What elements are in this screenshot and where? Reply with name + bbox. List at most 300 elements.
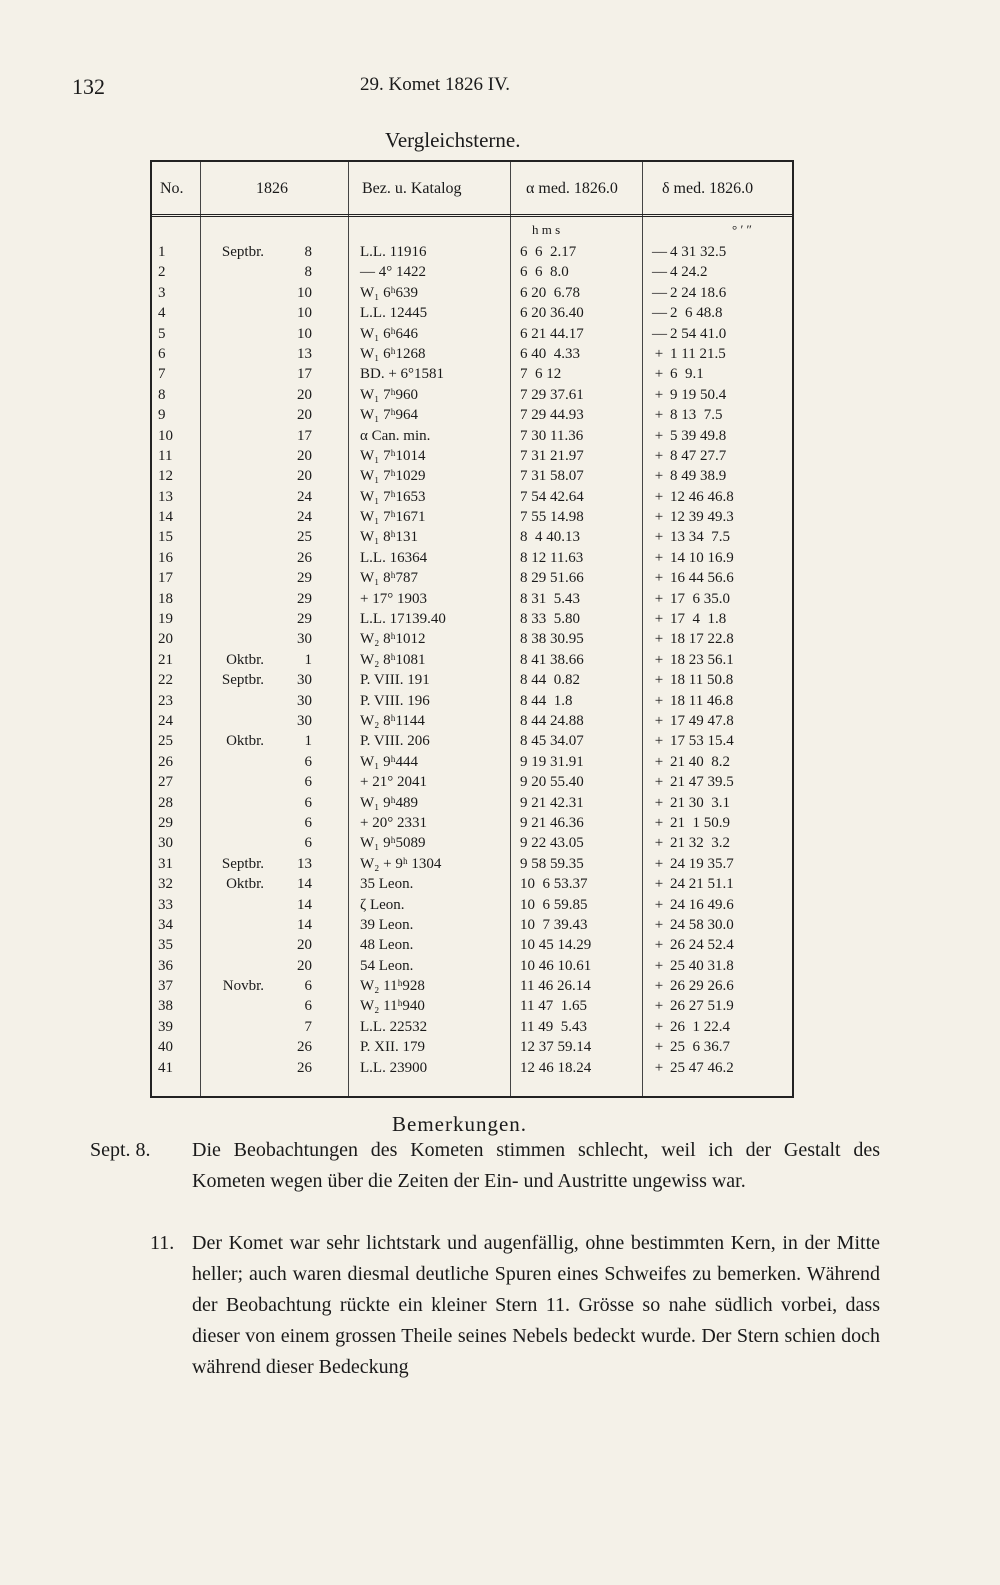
row-number: 37 xyxy=(158,978,173,995)
row-catalog: W₁ 7ʰ1014 xyxy=(360,447,426,464)
row-number: 38 xyxy=(158,998,173,1015)
table-row xyxy=(152,752,792,772)
table-row xyxy=(152,670,792,690)
table-row xyxy=(152,283,792,303)
row-day: 29 xyxy=(297,570,312,587)
row-right-ascension: 7 55 14.98 xyxy=(520,509,584,526)
row-declination-sign: + xyxy=(654,345,664,362)
row-declination-sign: + xyxy=(654,488,664,505)
table-row xyxy=(152,711,792,731)
row-month: Septbr. xyxy=(221,244,264,260)
row-catalog: W₁ 7ʰ1029 xyxy=(360,468,426,485)
row-declination: 26 1 22.4 xyxy=(670,1018,730,1035)
row-catalog: W₁ 8ʰ787 xyxy=(360,570,418,587)
row-catalog: W₁ 9ʰ444 xyxy=(360,753,418,770)
row-declination: 26 24 52.4 xyxy=(670,937,734,954)
row-number: 6 xyxy=(158,345,166,362)
row-day: 6 xyxy=(304,774,312,791)
row-day: 30 xyxy=(297,692,312,709)
row-day: 8 xyxy=(304,244,312,260)
row-day: 24 xyxy=(297,509,312,526)
row-catalog: W₁ 9ʰ5089 xyxy=(360,835,426,852)
row-right-ascension: 10 6 59.85 xyxy=(520,896,588,913)
row-number: 24 xyxy=(158,712,173,729)
row-right-ascension: 7 29 44.93 xyxy=(520,407,584,424)
header-catalog: Bez. u. Katalog xyxy=(362,180,462,197)
table-row xyxy=(152,303,792,323)
row-number: 4 xyxy=(158,305,166,322)
table-row xyxy=(152,1037,792,1057)
row-declination-sign: + xyxy=(654,570,664,587)
table-row xyxy=(152,772,792,792)
row-catalog: W₁ 8ʰ131 xyxy=(360,529,418,546)
row-day: 26 xyxy=(297,549,312,566)
row-catalog: W₁ 6ʰ639 xyxy=(360,284,418,301)
row-catalog: P. XII. 179 xyxy=(360,1039,426,1056)
row-catalog: — 4° 1422 xyxy=(360,264,426,281)
row-catalog: L.L. 22532 xyxy=(360,1018,428,1035)
row-number: 8 xyxy=(158,386,166,403)
remark-text: Die Beobachtungen des Kometen stimmen schlecht, weil ich der Gestalt des Kometen wegen über die Zeiten der Ein- und Austritte ungewiss war. xyxy=(192,1139,880,1192)
row-catalog: W₂ 8ʰ1012 xyxy=(360,631,426,648)
row-number: 18 xyxy=(158,590,173,607)
row-number: 2 xyxy=(158,264,166,281)
row-number: 28 xyxy=(158,794,173,811)
row-declination-sign: + xyxy=(654,1018,664,1035)
row-declination-sign: + xyxy=(654,774,664,791)
row-declination-sign: + xyxy=(654,916,664,933)
row-declination: 17 6 35.0 xyxy=(670,590,730,607)
row-number: 27 xyxy=(158,774,173,791)
row-catalog: P. VIII. 206 xyxy=(360,733,430,750)
row-number: 33 xyxy=(158,896,173,913)
table-row xyxy=(152,996,792,1016)
row-declination-sign: + xyxy=(654,1039,664,1056)
row-number: 5 xyxy=(158,325,166,342)
row-right-ascension: 8 41 38.66 xyxy=(520,651,584,668)
row-number: 10 xyxy=(158,427,173,444)
remark-text: Der Komet war sehr lichtstark und augenfällig, ohne bestimmten Kern, in der Mitte heller; auch waren diesmal deutliche Spuren eines Schweifes zu bemerken. Während der Beobachtung rückte ein kleiner Stern 11. Grösse so nahe südlich vorbei, dass dieser von einem grossen Theile seines Nebels bedeckt wurde. Der Stern schien doch während dieser Bedeckung xyxy=(192,1232,880,1378)
row-day: 13 xyxy=(297,345,312,362)
row-declination: 21 32 3.2 xyxy=(670,835,730,852)
row-declination: 17 49 47.8 xyxy=(670,712,734,729)
row-declination-sign: + xyxy=(654,896,664,913)
row-right-ascension: 7 31 21.97 xyxy=(520,447,584,464)
row-day: 30 xyxy=(297,712,312,729)
row-catalog: W₂ 11ʰ928 xyxy=(360,978,425,995)
row-declination-sign: + xyxy=(654,998,664,1015)
row-number: 12 xyxy=(158,468,173,485)
ra-units: h m s xyxy=(532,222,561,237)
row-declination: 24 16 49.6 xyxy=(670,896,734,913)
row-right-ascension: 7 30 11.36 xyxy=(520,427,584,444)
table-row xyxy=(152,548,792,568)
row-catalog: P. VIII. 191 xyxy=(360,672,430,689)
row-number: 25 xyxy=(158,733,173,750)
row-declination: 6 9.1 xyxy=(670,366,704,383)
row-number: 15 xyxy=(158,529,173,546)
row-catalog: + 21° 2041 xyxy=(360,774,427,791)
row-right-ascension: 7 31 58.07 xyxy=(520,468,584,485)
row-day: 30 xyxy=(297,631,312,648)
row-right-ascension: 10 45 14.29 xyxy=(520,937,592,954)
table-row xyxy=(152,344,792,364)
row-declination-sign: + xyxy=(654,876,664,893)
row-right-ascension: 7 29 37.61 xyxy=(520,386,584,403)
row-day: 6 xyxy=(304,753,312,770)
row-day: 20 xyxy=(297,957,312,974)
row-number: 35 xyxy=(158,937,173,954)
row-declination-sign: + xyxy=(654,427,664,444)
row-number: 20 xyxy=(158,631,173,648)
row-declination: 25 47 46.2 xyxy=(670,1059,734,1076)
row-declination-sign: + xyxy=(654,712,664,729)
row-day: 1 xyxy=(304,651,312,668)
row-day: 29 xyxy=(297,590,312,607)
row-number: 17 xyxy=(158,570,173,587)
table-body xyxy=(152,242,792,1078)
row-day: 20 xyxy=(297,386,312,403)
table-row xyxy=(152,527,792,547)
row-declination: 5 39 49.8 xyxy=(670,427,727,444)
row-right-ascension: 6 21 44.17 xyxy=(520,325,584,342)
row-declination: 25 40 31.8 xyxy=(670,957,734,974)
row-declination-sign: + xyxy=(654,1059,664,1076)
table-row xyxy=(152,874,792,894)
row-day: 7 xyxy=(304,1018,312,1035)
row-number: 41 xyxy=(158,1059,173,1076)
row-day: 6 xyxy=(304,814,312,831)
row-day: 20 xyxy=(297,937,312,954)
table-row xyxy=(152,364,792,384)
row-declination: 24 21 51.1 xyxy=(670,876,734,893)
table-row xyxy=(152,833,792,853)
row-declination: 9 19 50.4 xyxy=(670,386,727,403)
row-catalog: W₁ 7ʰ960 xyxy=(360,386,418,403)
row-declination: 4 31 32.5 xyxy=(670,244,727,260)
row-declination-sign: + xyxy=(654,733,664,750)
row-right-ascension: 9 21 46.36 xyxy=(520,814,584,831)
row-right-ascension: 8 45 34.07 xyxy=(520,733,584,750)
row-catalog: L.L. 12445 xyxy=(360,305,428,322)
table-row xyxy=(152,976,792,996)
table-row xyxy=(152,854,792,874)
table-row xyxy=(152,446,792,466)
row-number: 32 xyxy=(158,876,173,893)
row-declination: 2 24 18.6 xyxy=(670,284,727,301)
table-row xyxy=(152,915,792,935)
header-ra: α med. 1826.0 xyxy=(526,180,618,197)
row-number: 40 xyxy=(158,1039,173,1056)
row-declination: 17 4 1.8 xyxy=(670,611,727,628)
row-declination-sign: + xyxy=(654,672,664,689)
header-no: No. xyxy=(160,180,184,197)
row-right-ascension: 7 54 42.64 xyxy=(520,488,584,505)
row-day: 6 xyxy=(304,998,312,1015)
row-catalog: W₂ 8ʰ1081 xyxy=(360,651,426,668)
row-declination: 16 44 56.6 xyxy=(670,570,734,587)
row-right-ascension: 9 21 42.31 xyxy=(520,794,584,811)
table-row xyxy=(152,324,792,344)
row-declination-sign: + xyxy=(654,978,664,995)
row-day: 6 xyxy=(304,978,312,995)
row-declination-sign: + xyxy=(654,447,664,464)
row-declination-sign: + xyxy=(654,590,664,607)
row-catalog: W₂ 11ʰ940 xyxy=(360,998,425,1015)
remark-item: Sept. 8. xyxy=(90,1139,151,1161)
row-declination: 12 39 49.3 xyxy=(670,509,734,526)
table-row xyxy=(152,426,792,446)
row-right-ascension: 6 40 4.33 xyxy=(520,345,580,362)
row-number: 9 xyxy=(158,407,166,424)
row-catalog: W₁ 6ʰ1268 xyxy=(360,345,426,362)
row-declination-sign: + xyxy=(654,794,664,811)
row-month: Septbr. xyxy=(221,855,264,872)
row-right-ascension: 10 6 53.37 xyxy=(520,876,588,893)
row-declination: 24 19 35.7 xyxy=(670,855,734,872)
row-catalog: W₂ + 9ʰ 1304 xyxy=(360,855,442,872)
row-declination-sign: + xyxy=(654,366,664,383)
table-row xyxy=(152,731,792,751)
row-number: 26 xyxy=(158,753,173,770)
row-month: Oktbr. xyxy=(226,876,264,893)
table-header xyxy=(152,162,792,217)
row-declination: 8 13 7.5 xyxy=(670,407,723,424)
row-declination: 12 46 46.8 xyxy=(670,488,734,505)
row-declination-sign: + xyxy=(654,692,664,709)
table-row xyxy=(152,466,792,486)
table-row xyxy=(152,609,792,629)
row-right-ascension: 9 19 31.91 xyxy=(520,753,584,770)
row-right-ascension: 8 4 40.13 xyxy=(520,529,580,546)
row-declination: 1 11 21.5 xyxy=(670,345,726,362)
row-declination: 2 54 41.0 xyxy=(670,325,727,342)
row-declination-sign: + xyxy=(654,937,664,954)
row-catalog: 35 Leon. xyxy=(360,876,414,893)
row-right-ascension: 6 20 36.40 xyxy=(520,305,584,322)
row-right-ascension: 11 46 26.14 xyxy=(520,978,591,995)
row-declination: 18 23 56.1 xyxy=(670,651,734,668)
row-right-ascension: 12 37 59.14 xyxy=(520,1039,592,1056)
row-right-ascension: 8 29 51.66 xyxy=(520,570,584,587)
row-day: 6 xyxy=(304,835,312,852)
row-catalog: W₁ 7ʰ964 xyxy=(360,407,418,424)
row-declination-sign: + xyxy=(654,835,664,852)
row-catalog: L.L. 17139.40 xyxy=(360,611,446,628)
row-declination: 21 30 3.1 xyxy=(670,794,730,811)
row-declination-sign: + xyxy=(654,386,664,403)
row-day: 10 xyxy=(297,325,312,342)
row-number: 39 xyxy=(158,1018,173,1035)
row-day: 14 xyxy=(297,916,312,933)
row-declination: 8 47 27.7 xyxy=(670,447,727,464)
row-catalog: α Can. min. xyxy=(360,427,431,444)
row-catalog: W₁ 7ʰ1671 xyxy=(360,509,426,526)
row-right-ascension: 8 44 1.8 xyxy=(520,692,573,709)
row-declination: 26 27 51.9 xyxy=(670,998,734,1015)
row-declination-sign: + xyxy=(654,651,664,668)
row-declination-sign: + xyxy=(654,468,664,485)
row-catalog: + 20° 2331 xyxy=(360,814,427,831)
row-declination-sign: + xyxy=(654,753,664,770)
row-number: 19 xyxy=(158,611,173,628)
row-declination-sign: + xyxy=(654,631,664,648)
row-catalog: L.L. 23900 xyxy=(360,1059,428,1076)
table-row xyxy=(152,813,792,833)
row-catalog: + 17° 1903 xyxy=(360,590,427,607)
row-declination: 18 17 22.8 xyxy=(670,631,734,648)
table-row xyxy=(152,691,792,711)
row-right-ascension: 11 49 5.43 xyxy=(520,1018,587,1035)
row-day: 10 xyxy=(297,305,312,322)
row-day: 30 xyxy=(297,672,312,689)
row-catalog: L.L. 16364 xyxy=(360,549,428,566)
row-day: 24 xyxy=(297,488,312,505)
row-day: 20 xyxy=(297,447,312,464)
row-number: 29 xyxy=(158,814,173,831)
row-declination-sign: — xyxy=(652,325,667,342)
row-declination-sign: — xyxy=(652,284,667,301)
table-title: Vergleichsterne. xyxy=(385,128,521,152)
page-number: 132 xyxy=(72,74,105,99)
table-row xyxy=(152,935,792,955)
row-number: 36 xyxy=(158,957,173,974)
dec-units: ° ′ ″ xyxy=(732,222,752,237)
row-catalog: 54 Leon. xyxy=(360,957,414,974)
row-declination: 4 24.2 xyxy=(670,264,708,281)
row-catalog: W₁ 9ʰ489 xyxy=(360,794,418,811)
row-day: 6 xyxy=(304,794,312,811)
row-day: 14 xyxy=(297,876,312,893)
row-declination: 21 40 8.2 xyxy=(670,753,730,770)
row-month: Septbr. xyxy=(221,672,264,689)
row-declination-sign: — xyxy=(652,264,667,281)
row-number: 31 xyxy=(158,855,173,872)
row-month: Oktbr. xyxy=(226,651,264,668)
row-number: 34 xyxy=(158,916,173,933)
row-catalog: 39 Leon. xyxy=(360,916,414,933)
row-declination: 26 29 26.6 xyxy=(670,978,734,995)
row-number: 30 xyxy=(158,835,173,852)
row-right-ascension: 12 46 18.24 xyxy=(520,1059,592,1076)
row-declination: 18 11 50.8 xyxy=(670,672,734,689)
row-day: 17 xyxy=(297,427,312,444)
row-day: 1 xyxy=(304,733,312,750)
table-row xyxy=(152,405,792,425)
row-declination: 13 34 7.5 xyxy=(670,529,730,546)
row-declination: 8 49 38.9 xyxy=(670,468,727,485)
row-right-ascension: 9 58 59.35 xyxy=(520,855,584,872)
table-row xyxy=(152,793,792,813)
row-right-ascension: 8 33 5.80 xyxy=(520,611,580,628)
row-declination: 25 6 36.7 xyxy=(670,1039,730,1056)
table-row xyxy=(152,1017,792,1037)
row-day: 10 xyxy=(297,284,312,301)
row-day: 13 xyxy=(297,855,312,872)
row-number: 11 xyxy=(158,447,173,464)
row-right-ascension: 6 6 2.17 xyxy=(520,244,577,260)
row-catalog: W₁ 6ʰ646 xyxy=(360,325,418,342)
row-declination-sign: + xyxy=(654,549,664,566)
row-right-ascension: 8 12 11.63 xyxy=(520,549,584,566)
row-declination-sign: + xyxy=(654,957,664,974)
row-day: 25 xyxy=(297,529,312,546)
table-row xyxy=(152,650,792,670)
header-dec: δ med. 1826.0 xyxy=(662,180,754,197)
row-right-ascension: 6 20 6.78 xyxy=(520,284,580,301)
row-declination: 17 53 15.4 xyxy=(670,733,734,750)
row-catalog: BD. + 6°1581 xyxy=(360,366,445,383)
row-right-ascension: 8 31 5.43 xyxy=(520,590,580,607)
row-day: 17 xyxy=(297,366,312,383)
row-number: 1 xyxy=(158,244,166,260)
row-declination-sign: + xyxy=(654,855,664,872)
running-head: 29. Komet 1826 IV. xyxy=(360,74,511,95)
table-row xyxy=(152,956,792,976)
row-catalog: W₁ 7ʰ1653 xyxy=(360,488,426,505)
row-number: 14 xyxy=(158,509,173,526)
row-declination-sign: — xyxy=(652,305,667,322)
row-day: 8 xyxy=(304,264,312,281)
row-right-ascension: 8 44 24.88 xyxy=(520,712,584,729)
row-declination-sign: — xyxy=(652,244,667,260)
row-day: 26 xyxy=(297,1059,312,1076)
table-row xyxy=(152,629,792,649)
row-month: Oktbr. xyxy=(226,733,264,750)
row-right-ascension: 11 47 1.65 xyxy=(520,998,587,1015)
row-catalog: ζ Leon. xyxy=(360,896,405,913)
table-row xyxy=(152,568,792,588)
row-day: 29 xyxy=(297,611,312,628)
table-row xyxy=(152,262,792,282)
row-declination-sign: + xyxy=(654,529,664,546)
table-row xyxy=(152,895,792,915)
row-catalog: 48 Leon. xyxy=(360,937,414,954)
row-number: 7 xyxy=(158,366,166,383)
row-right-ascension: 8 44 0.82 xyxy=(520,672,580,689)
row-right-ascension: 6 6 8.0 xyxy=(520,264,569,281)
row-declination-sign: + xyxy=(654,611,664,628)
row-number: 16 xyxy=(158,549,173,566)
row-day: 20 xyxy=(297,468,312,485)
row-number: 22 xyxy=(158,672,173,689)
row-declination: 21 1 50.9 xyxy=(670,814,730,831)
row-declination: 14 10 16.9 xyxy=(670,549,734,566)
row-catalog: L.L. 11916 xyxy=(360,244,427,260)
comparison-star-table xyxy=(150,160,794,1098)
row-catalog: P. VIII. 196 xyxy=(360,692,430,709)
table-row xyxy=(152,487,792,507)
row-declination: 21 47 39.5 xyxy=(670,774,734,791)
row-day: 20 xyxy=(297,407,312,424)
header-date: 1826 xyxy=(256,180,288,197)
row-day: 14 xyxy=(297,896,312,913)
row-right-ascension: 8 38 30.95 xyxy=(520,631,584,648)
row-right-ascension: 9 20 55.40 xyxy=(520,774,584,791)
table-row xyxy=(152,1058,792,1078)
row-day: 26 xyxy=(297,1039,312,1056)
row-declination-sign: + xyxy=(654,407,664,424)
row-month: Novbr. xyxy=(222,978,264,995)
table-row xyxy=(152,385,792,405)
row-declination-sign: + xyxy=(654,509,664,526)
row-right-ascension: 9 22 43.05 xyxy=(520,835,584,852)
row-catalog: W₂ 8ʰ1144 xyxy=(360,712,425,729)
row-number: 13 xyxy=(158,488,173,505)
remarks-title: Bemerkungen. xyxy=(392,1112,528,1136)
row-number: 23 xyxy=(158,692,173,709)
row-number: 21 xyxy=(158,651,173,668)
